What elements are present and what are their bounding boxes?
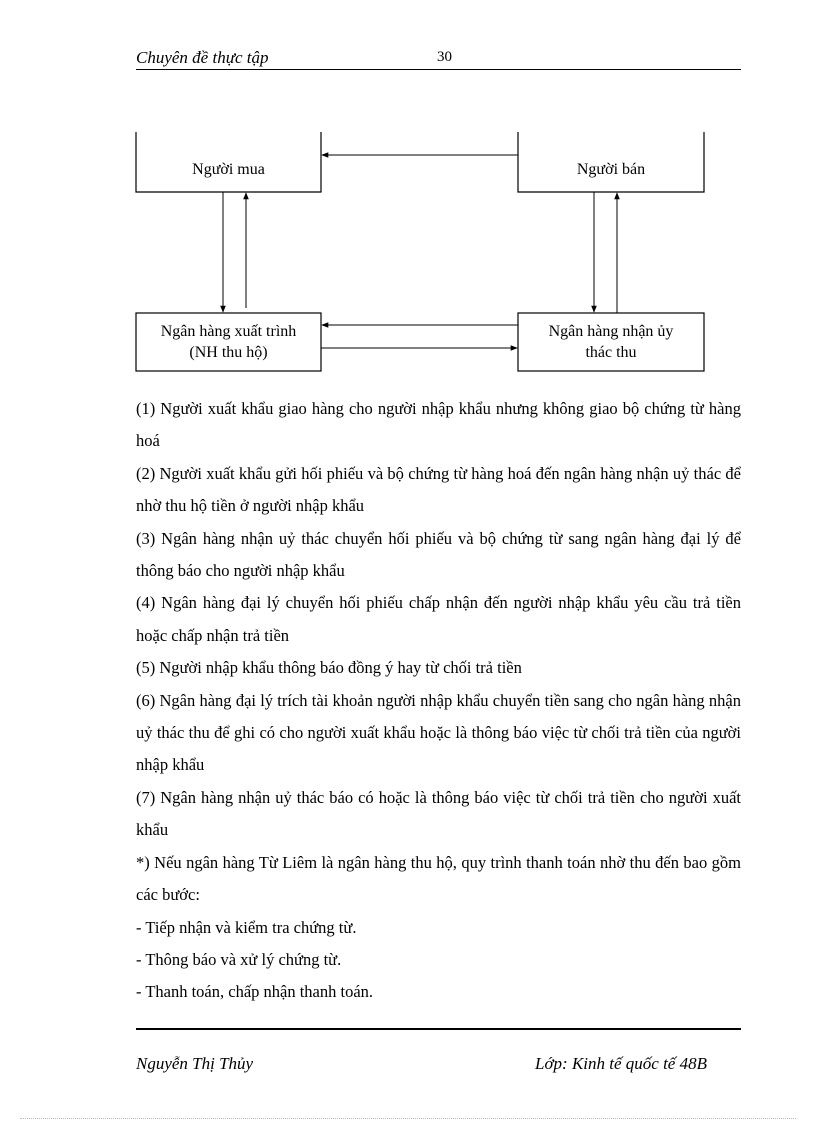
page-bottom-border	[20, 1118, 796, 1119]
presenting-bank-line-1: Ngân hàng xuất trình	[160, 323, 297, 340]
footer-author: Nguyễn Thị Thủy	[136, 1054, 254, 1073]
paragraph: (2) Người xuất khẩu gửi hối phiếu và bộ chứng từ hàng hoá đến ngân hàng nhận uỷ thác để nhờ thu hộ tiền ở người nhập khẩu	[136, 463, 741, 516]
footer-divider	[136, 1028, 741, 1030]
presenting-bank-line-2: (NH thu hộ)	[189, 344, 268, 361]
paragraph: - Thông báo và xử lý chứng từ.	[136, 949, 342, 969]
paragraph: *) Nếu ngân hàng Từ Liêm là ngân hàng thu hộ, quy trình thanh toán nhờ thu đến bao gồm các bước:	[136, 852, 741, 905]
page-number: 30	[437, 49, 452, 65]
paragraph: (6) Ngân hàng đại lý trích tài khoản người nhập khẩu chuyển tiền sang cho ngân hàng nhận uỷ thác thu để ghi có cho người xuất khẩu hoặc là thông báo việc từ chối trả tiền của người nhập khẩu	[136, 690, 741, 775]
paragraph: - Tiếp nhận và kiểm tra chứng từ.	[136, 917, 357, 937]
body-text	[136, 393, 741, 1009]
paragraph: (3) Ngân hàng nhận uỷ thác chuyển hối phiếu và bộ chứng từ sang ngân hàng đại lý để thông báo cho người nhập khẩu	[136, 528, 741, 581]
buyer-label: Người mua	[192, 160, 265, 178]
remitting-bank-line-1: Ngân hàng nhận ủy	[548, 323, 674, 340]
seller-label: Người bán	[576, 160, 646, 178]
paragraph: (1) Người xuất khẩu giao hàng cho người nhập khẩu nhưng không giao bộ chứng từ hàng hoá	[136, 399, 741, 451]
header-title: Chuyên đề thực tập	[136, 48, 269, 67]
remitting-bank-line-2: thác thu	[585, 344, 637, 361]
paragraph: (5) Người nhập khẩu thông báo đồng ý hay từ chối trả tiền	[136, 658, 522, 678]
paragraph: - Thanh toán, chấp nhận thanh toán.	[136, 982, 374, 1002]
footer-class: Lớp: Kinh tế quốc tế 48B	[535, 1054, 707, 1073]
presenting-bank-label	[136, 314, 321, 370]
paragraph: (7) Ngân hàng nhận uỷ thác báo có hoặc là thông báo việc từ chối trả tiền cho người xuất khẩu	[136, 787, 741, 840]
remitting-bank-label	[518, 314, 704, 370]
paragraph: (4) Ngân hàng đại lý chuyển hối phiếu chấp nhận đến người nhập khẩu yêu cầu trả tiền hoặc chấp nhận trả tiền	[136, 593, 741, 645]
